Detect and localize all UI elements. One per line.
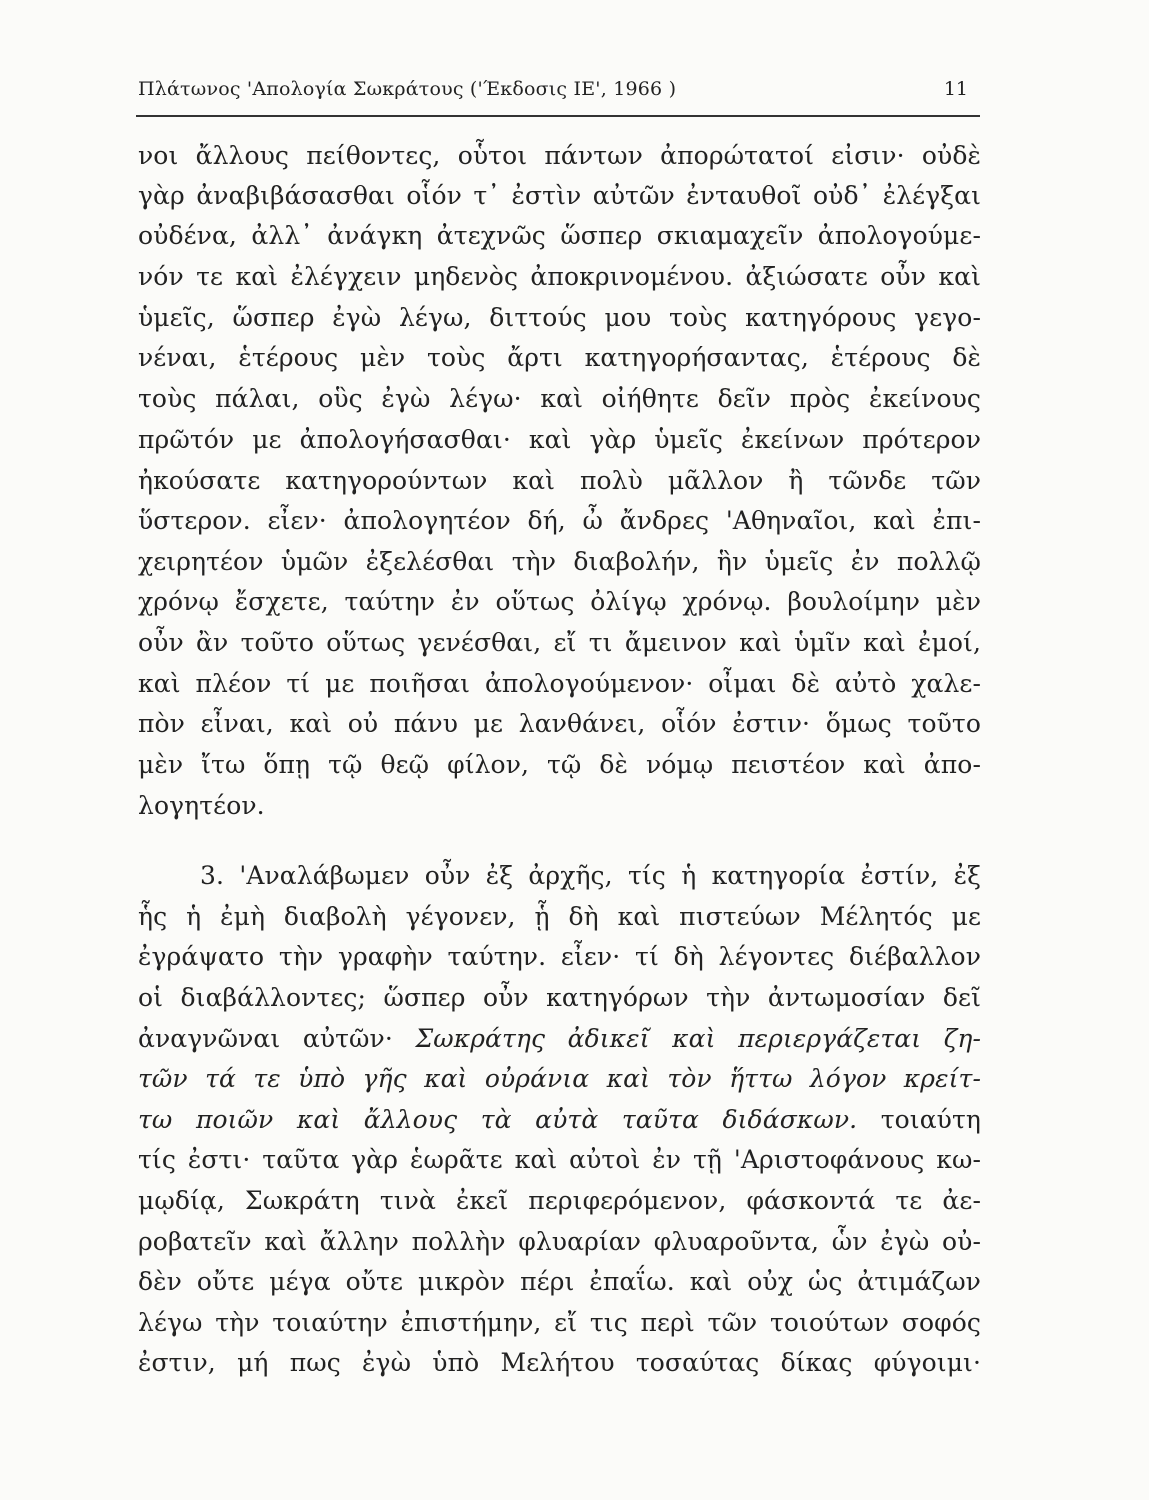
text-line: πρῶτόν με ἀπολογήσασθαι· καὶ γὰρ ὑμεῖς ἐκείνων πρότερον: [138, 425, 981, 454]
text-line: νόν τε καὶ ἐλέγχειν μηδενὸς ἀποκρινομένου. ἀξιώσατε οὖν καὶ: [138, 262, 981, 291]
text-line: ἧς ἡ ἐμὴ διαβολὴ γέγονεν, ᾗ δὴ καὶ πιστεύων Μέλητός με: [138, 902, 981, 931]
text-line: [138, 1019, 981, 1059]
text-line: ὑμεῖς, ὥσπερ ἐγὼ λέγω, διττούς μου τοὺς κατηγόρους γεγο-: [138, 303, 981, 332]
text-segment: τοιαύτη: [880, 1105, 981, 1134]
italic-quote: τω ποιῶν καὶ ἄλλους τὰ αὐτὰ ταῦτα διδάσκων.: [138, 1105, 858, 1134]
text-line: τίς ἐστι· ταῦτα γὰρ ἑωρᾶτε καὶ αὐτοὶ ἐν τῇ 'Αριστοφάνους κω-: [138, 1145, 981, 1174]
text-line: λέγω τὴν τοιαύτην ἐπιστήμην, εἴ τις περὶ τῶν τοιούτων σοφός: [138, 1308, 981, 1337]
text-line: μὲν ἴτω ὅπῃ τῷ θεῷ φίλον, τῷ δὲ νόμῳ πειστέον καὶ ἀπο-: [138, 750, 981, 779]
text-segment: ἀναγνῶναι αὐτῶν·: [138, 1024, 393, 1053]
text-line: ροβατεῖν καὶ ἄλλην πολλὴν φλυαρίαν φλυαροῦντα, ὧν ἐγὼ οὐ-: [138, 1227, 981, 1256]
page-number: 11: [943, 78, 968, 100]
header-rule: [136, 115, 980, 117]
text-line: οἱ διαβάλλοντες; ὥσπερ οὖν κατηγόρων τὴν ἀντωμοσίαν δεῖ: [138, 983, 981, 1012]
italic-quote: Σωκράτης ἀδικεῖ καὶ περιεργάζεται ζη-: [415, 1024, 981, 1053]
text-line: ἠκούσατε κατηγορούντων καὶ πολὺ μᾶλλον ἢ τῶνδε τῶν: [138, 466, 981, 495]
italic-quote-line: τῶν τά τε ὑπὸ γῆς καὶ οὐράνια καὶ τὸν ἥττω λόγον κρείτ-: [138, 1064, 981, 1093]
text-line: χειρητέον ὑμῶν ἐξελέσθαι τὴν διαβολήν, ἣν ὑμεῖς ἐν πολλῷ: [138, 547, 981, 576]
text-line: πὸν εἶναι, καὶ οὐ πάνυ με λανθάνει, οἷόν ἐστιν· ὅμως τοῦτο: [138, 709, 981, 738]
running-header: [138, 78, 978, 106]
running-title: Πλάτωνος 'Απολογία Σωκράτους ('Έκδοσις ΙΕ', 1966 ): [138, 78, 677, 100]
text-line: καὶ πλέον τί με ποιῆσαι ἀπολογούμενον· οἶμαι δὲ αὐτὸ χαλε-: [138, 669, 981, 698]
text-line: νοι ἄλλους πείθοντες, οὗτοι πάντων ἀπορώτατοί εἰσιν· οὐδὲ: [138, 141, 981, 170]
text-line: [138, 1100, 981, 1140]
text-line: ἐστιν, μή πως ἐγὼ ὑπὸ Μελήτου τοσαύτας δίκας φύγοιμι·: [138, 1348, 981, 1377]
text-line: οὖν ἂν τοῦτο οὕτως γενέσθαι, εἴ τι ἄμεινον καὶ ὑμῖν καὶ ἐμοί,: [138, 628, 981, 657]
text-line: μῳδίᾳ, Σωκράτη τινὰ ἐκεῖ περιφερόμενον, φάσκοντά τε ἀε-: [138, 1186, 981, 1215]
text-line: λογητέον.: [138, 791, 265, 820]
paragraph-3-start: 3. 'Αναλάβωμεν οὖν ἐξ ἀρχῆς, τίς ἡ κατηγορία ἐστίν, ἐξ: [200, 861, 981, 890]
text-line: χρόνῳ ἔσχετε, ταύτην ἐν οὕτως ὀλίγῳ χρόνῳ. βουλοίμην μὲν: [138, 587, 981, 616]
text-line: δὲν οὔτε μέγα οὔτε μικρὸν πέρι ἐπαΐω. καὶ οὐχ ὡς ἀτιμάζων: [138, 1267, 981, 1296]
text-line: γὰρ ἀναβιβάσασθαι οἷόν τ᾽ ἐστὶν αὐτῶν ἐνταυθοῖ οὐδ᾽ ἐλέγξαι: [138, 181, 981, 210]
text-line: οὐδένα, ἀλλ᾽ ἀνάγκη ἀτεχνῶς ὥσπερ σκιαμαχεῖν ἀπολογούμε-: [138, 221, 981, 250]
text-line: ἐγράψατο τὴν γραφὴν ταύτην. εἶεν· τί δὴ λέγοντες διέβαλλον: [138, 942, 981, 971]
text-line: ὕστερον. εἶεν· ἀπολογητέον δή, ὦ ἄνδρες 'Αθηναῖοι, καὶ ἐπι-: [138, 506, 981, 535]
text-line: τοὺς πάλαι, οὓς ἐγὼ λέγω· καὶ οἰήθητε δεῖν πρὸς ἐκείνους: [138, 384, 981, 413]
text-line: νέναι, ἑτέρους μὲν τοὺς ἄρτι κατηγορήσαντας, ἑτέρους δὲ: [138, 343, 981, 372]
